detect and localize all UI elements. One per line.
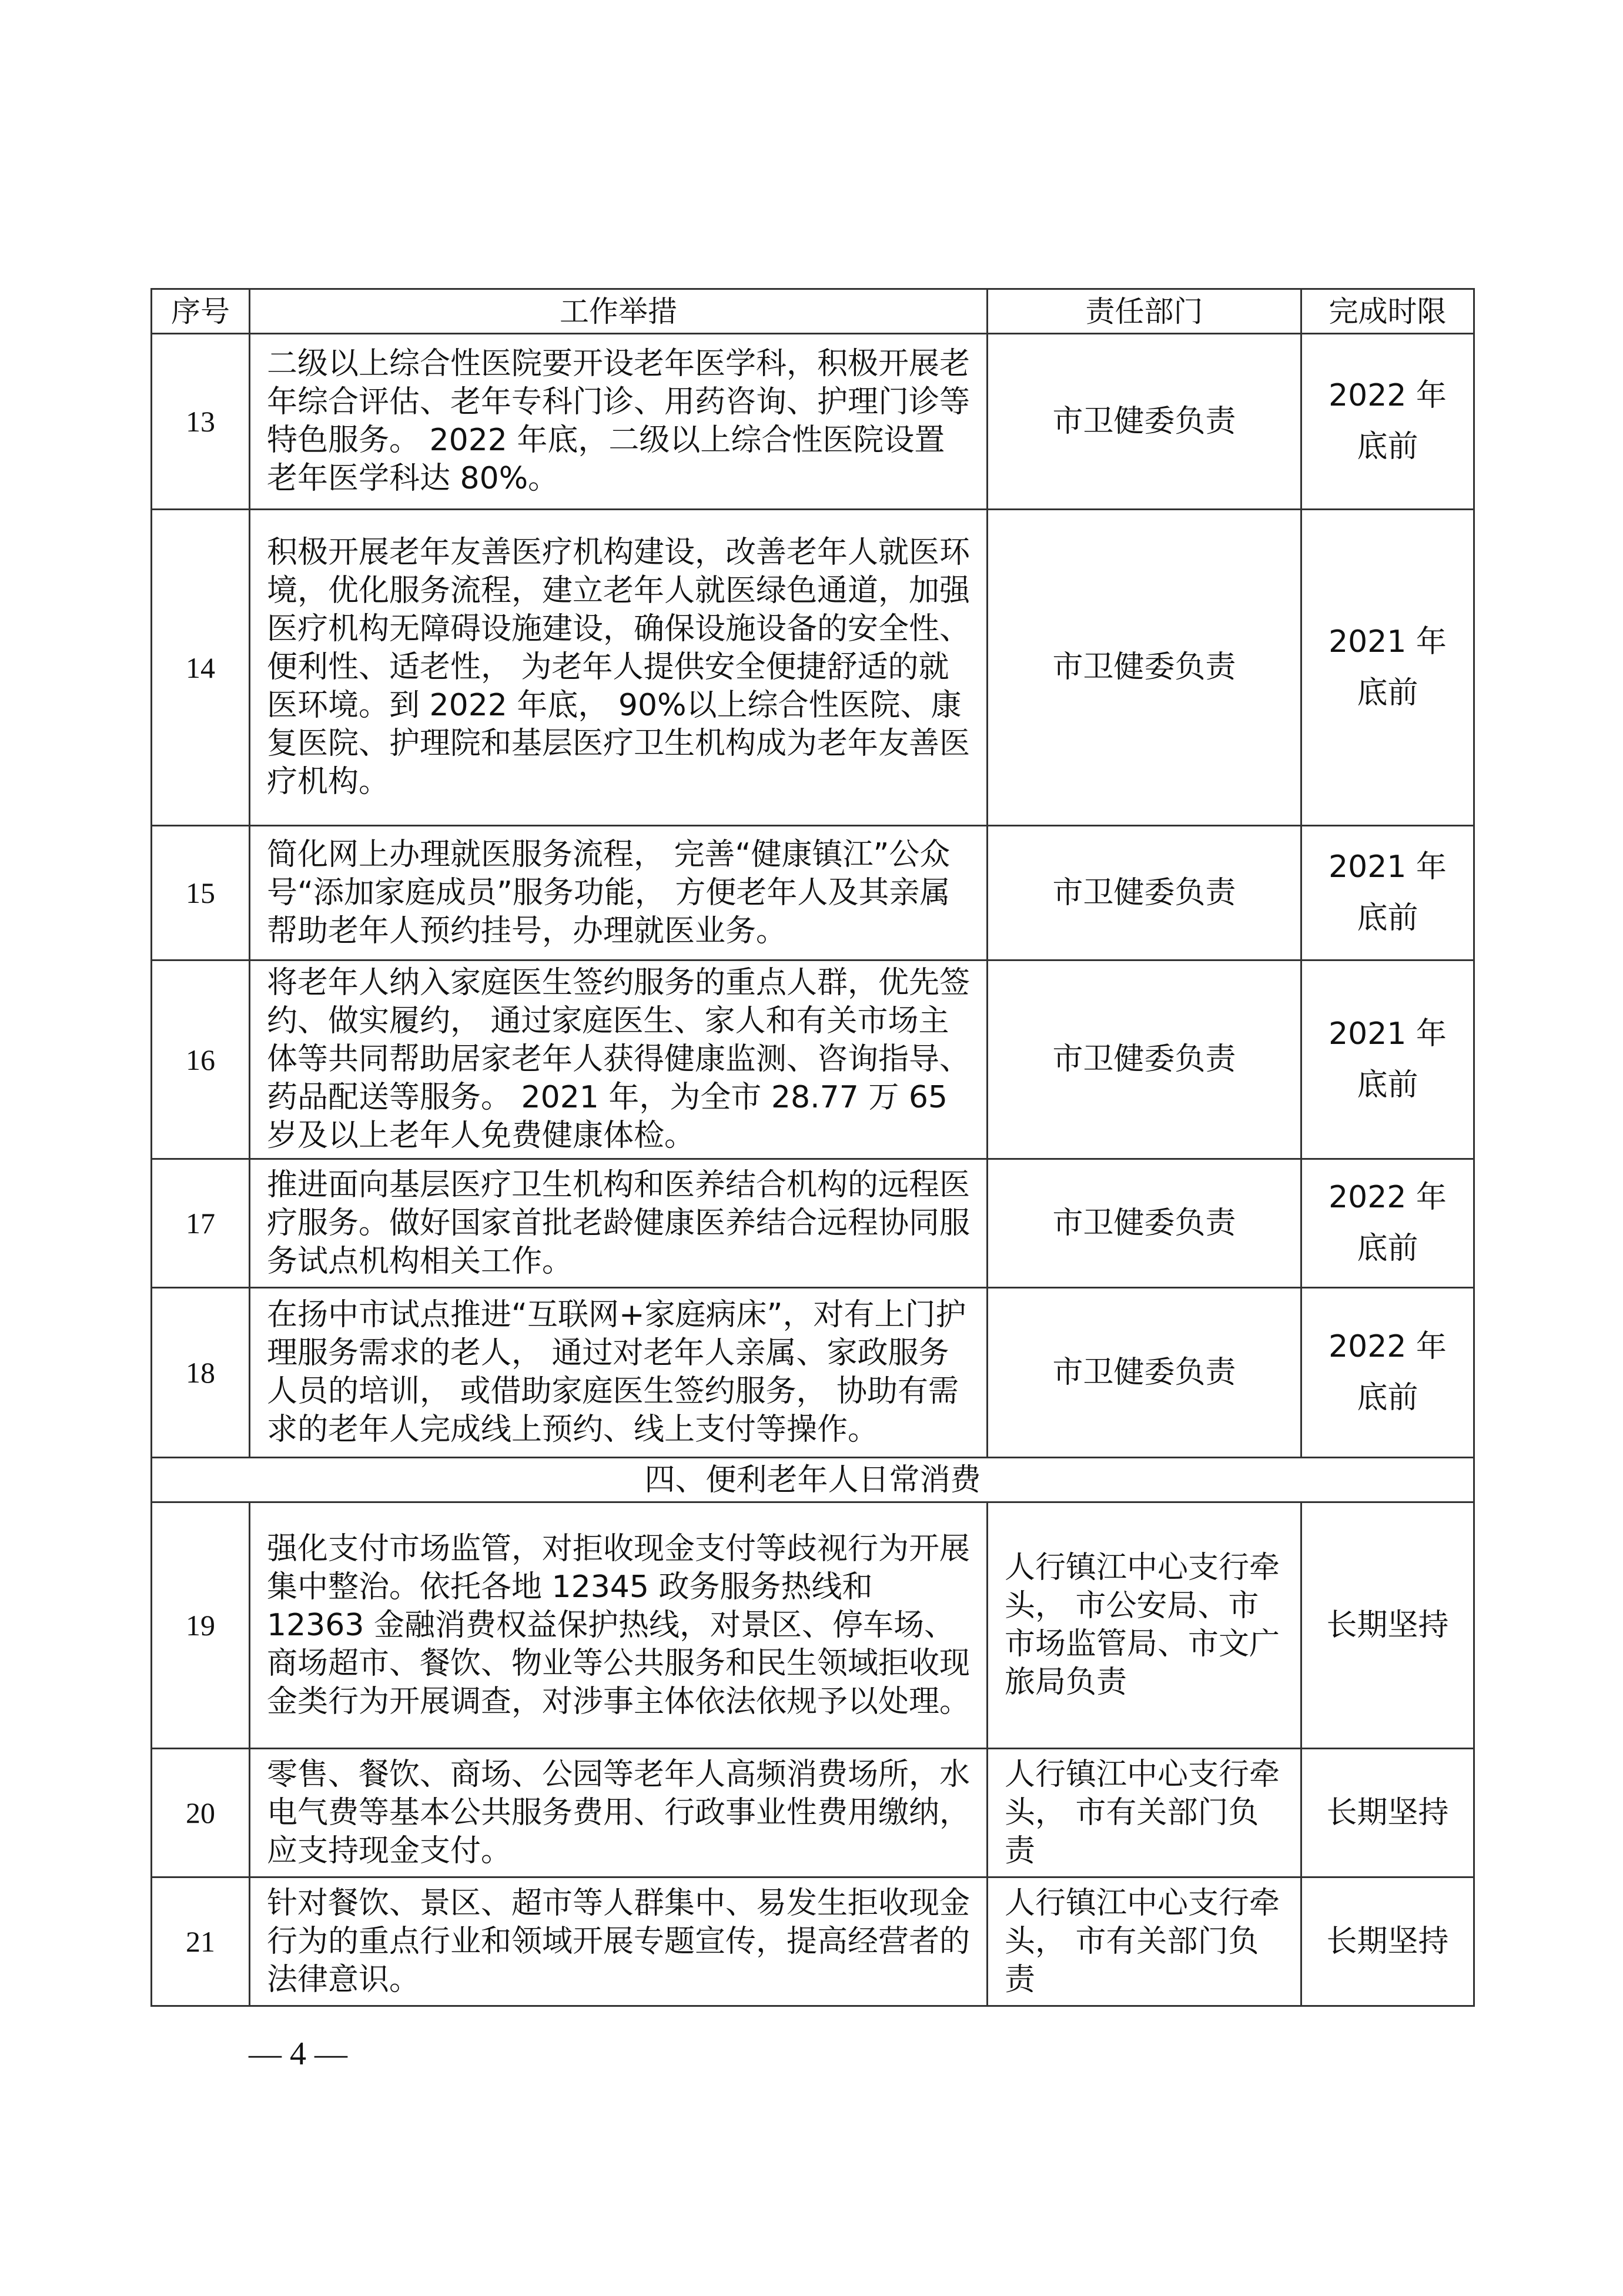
row-number: 13 <box>152 334 250 510</box>
table-row <box>152 826 1474 960</box>
row-action: 推进面向基层医疗卫生机构和医养结合机构的远程医疗服务。做好国家首批老龄健康医养结合远程协同服务试点机构相关工作。 <box>250 1159 988 1288</box>
page-number: — 4 — <box>249 2036 347 2072</box>
row-number: 18 <box>152 1288 250 1458</box>
row-deadline: 2022 年底前 <box>1301 334 1474 510</box>
row-deadline: 2022 年底前 <box>1301 1159 1474 1288</box>
header-deadline: 完成时限 <box>1301 289 1474 334</box>
row-deadline: 长期坚持 <box>1301 1749 1474 1877</box>
section-title: 四、便利老年人日常消费 <box>152 1458 1474 1502</box>
row-dept: 人行镇江中心支行牵头， 市公安局、市市场监管局、市文广旅局负责 <box>988 1502 1301 1749</box>
row-dept: 人行镇江中心支行牵头， 市有关部门负责 <box>988 1749 1301 1877</box>
measures-table <box>150 288 1475 2007</box>
header-dept: 责任部门 <box>988 289 1301 334</box>
row-deadline: 2021 年底前 <box>1301 960 1474 1159</box>
row-action: 在扬中市试点推进“互联网+家庭病床”，对有上门护理服务需求的老人， 通过对老年人亲属、家政服务人员的培训， 或借助家庭医生签约服务， 协助有需求的老年人完成线上预约、线上支付等操作。 <box>250 1288 988 1458</box>
table-row <box>152 510 1474 826</box>
header-num: 序号 <box>152 289 250 334</box>
table-row <box>152 1877 1474 2006</box>
table-row <box>152 334 1474 510</box>
row-number: 14 <box>152 510 250 826</box>
row-deadline: 长期坚持 <box>1301 1877 1474 2006</box>
row-dept: 市卫健委负责 <box>988 1288 1301 1458</box>
table-row <box>152 1749 1474 1877</box>
row-dept: 市卫健委负责 <box>988 334 1301 510</box>
row-deadline: 2021 年底前 <box>1301 826 1474 960</box>
row-dept: 人行镇江中心支行牵头， 市有关部门负责 <box>988 1877 1301 2006</box>
row-number: 15 <box>152 826 250 960</box>
table-row <box>152 960 1474 1159</box>
table-row <box>152 1502 1474 1749</box>
row-number: 20 <box>152 1749 250 1877</box>
row-dept: 市卫健委负责 <box>988 826 1301 960</box>
row-action: 零售、餐饮、商场、公园等老年人高频消费场所，水电气费等基本公共服务费用、行政事业性费用缴纳，应支持现金支付。 <box>250 1749 988 1877</box>
row-deadline: 2022 年底前 <box>1301 1288 1474 1458</box>
row-action: 积极开展老年友善医疗机构建设，改善老年人就医环境，优化服务流程，建立老年人就医绿色通道，加强医疗机构无障碍设施建设，确保设施设备的安全性、便利性、适老性， 为老年人提供安全便捷舒适的就医环境。到 2022 年底， 90%以上综合性医院、康复医院、护理院和基层医疗卫生机构成为老年友善医疗机构。 <box>250 510 988 826</box>
row-number: 16 <box>152 960 250 1159</box>
row-number: 17 <box>152 1159 250 1288</box>
table-row <box>152 1159 1474 1288</box>
row-dept: 市卫健委负责 <box>988 1159 1301 1288</box>
header-action: 工作举措 <box>250 289 988 334</box>
row-number: 19 <box>152 1502 250 1749</box>
row-action: 二级以上综合性医院要开设老年医学科，积极开展老年综合评估、老年专科门诊、用药咨询、护理门诊等特色服务。 2022 年底，二级以上综合性医院设置老年医学科达 80%。 <box>250 334 988 510</box>
row-number: 21 <box>152 1877 250 2006</box>
table-row <box>152 1288 1474 1458</box>
table-header-row <box>152 289 1474 334</box>
row-action: 强化支付市场监管，对拒收现金支付等歧视行为开展集中整治。依托各地 12345 政务服务热线和 12363 金融消费权益保护热线，对景区、停车场、商场超市、餐饮、物业等公共服务和民生领域拒收现金类行为开展调查，对涉事主体依法依规予以处理。 <box>250 1502 988 1749</box>
row-action: 针对餐饮、景区、超市等人群集中、易发生拒收现金行为的重点行业和领域开展专题宣传，提高经营者的法律意识。 <box>250 1877 988 2006</box>
row-action: 将老年人纳入家庭医生签约服务的重点人群，优先签约、做实履约， 通过家庭医生、家人和有关市场主体等共同帮助居家老年人获得健康监测、咨询指导、药品配送等服务。 2021 年，为全市 28.77 万 65 岁及以上老年人免费健康体检。 <box>250 960 988 1159</box>
row-dept: 市卫健委负责 <box>988 960 1301 1159</box>
row-deadline: 2021 年底前 <box>1301 510 1474 826</box>
row-action: 简化网上办理就医服务流程， 完善“健康镇江”公众号“添加家庭成员”服务功能， 方便老年人及其亲属帮助老年人预约挂号，办理就医业务。 <box>250 826 988 960</box>
row-dept: 市卫健委负责 <box>988 510 1301 826</box>
section-row <box>152 1458 1474 1502</box>
row-deadline: 长期坚持 <box>1301 1502 1474 1749</box>
